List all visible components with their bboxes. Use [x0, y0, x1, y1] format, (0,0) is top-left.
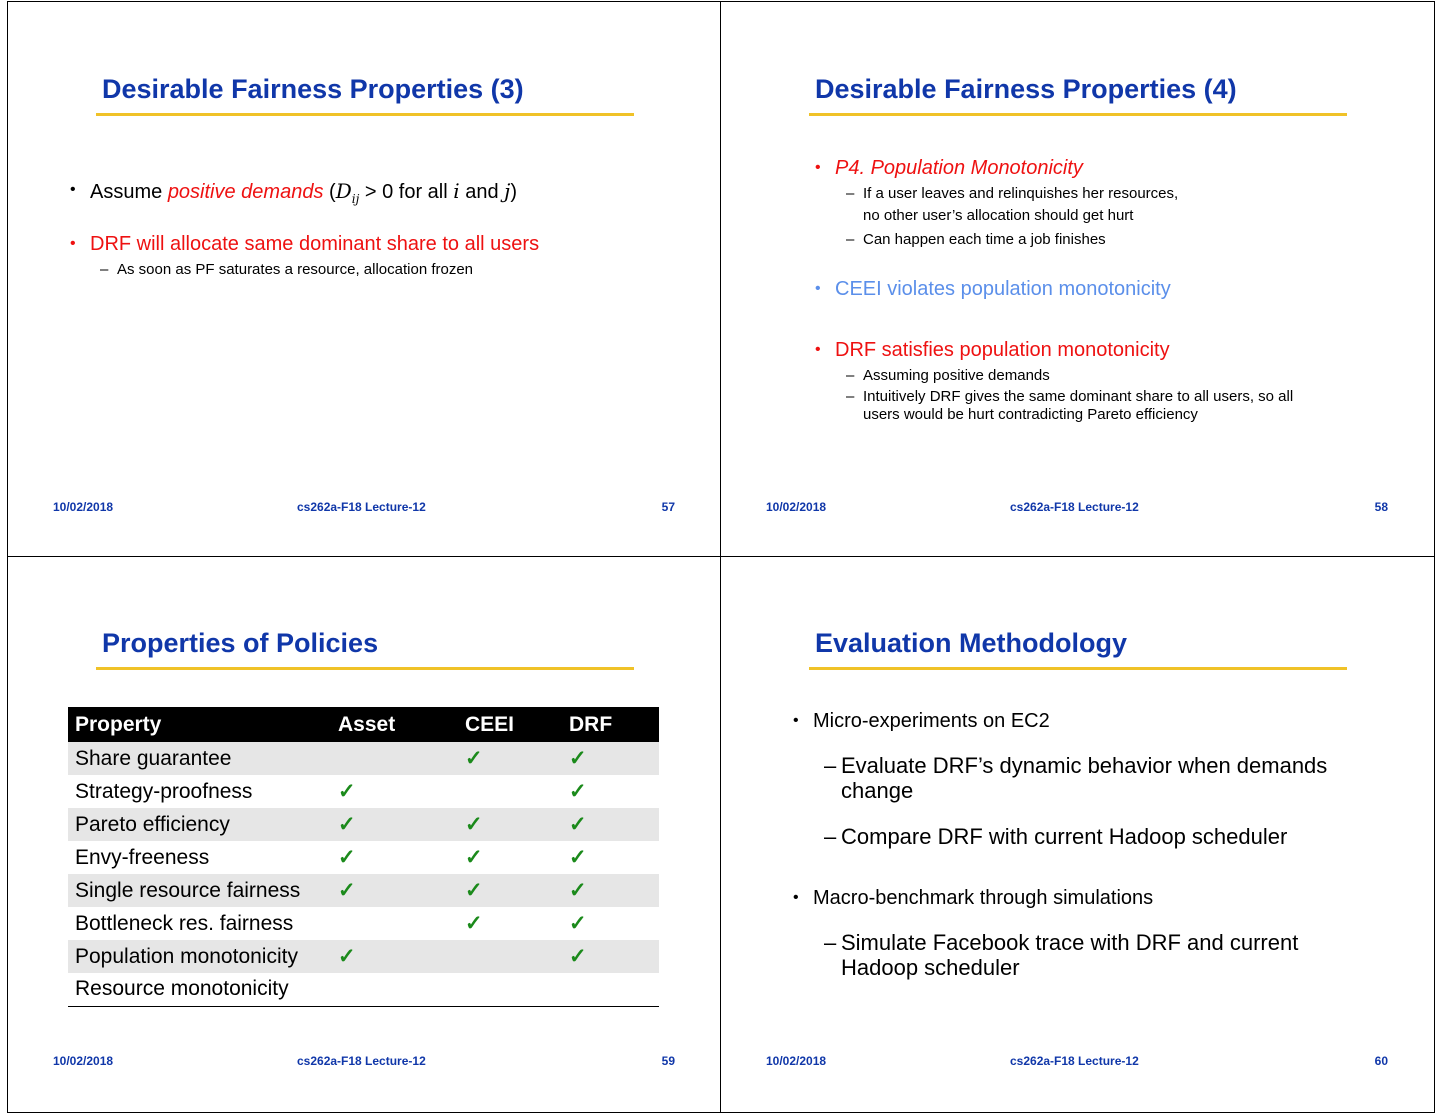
math-subscript: ij: [351, 192, 360, 206]
bullet-text-and: and: [459, 181, 505, 203]
dash: –: [846, 367, 855, 384]
table-row: [68, 808, 659, 841]
sub-bullet-text: If a user leaves and relinquishes her resources,: [863, 185, 1179, 202]
footer-date: 10/02/2018: [766, 500, 827, 514]
paren-open: (: [323, 181, 336, 203]
bullet-dot: •: [70, 235, 76, 252]
bullet-dot: •: [793, 889, 799, 906]
table-row: [68, 775, 659, 808]
math-D: D: [335, 179, 352, 203]
slide-60: [720, 556, 1435, 1113]
title-underline: [96, 113, 634, 116]
asset-check-icon: ✓: [338, 846, 356, 869]
property-cell: Pareto efficiency: [68, 808, 331, 841]
ceei-check-icon: [458, 973, 562, 1006]
table-row: [68, 841, 659, 874]
property-cell: Single resource fairness: [68, 874, 331, 907]
property-cell: Envy-freeness: [75, 845, 210, 869]
sub-bullet: [846, 388, 1294, 424]
ceei-check-icon: ✓: [458, 808, 562, 841]
drf-check-icon: ✓: [562, 874, 659, 907]
sub-bullet-text: Evaluate DRF’s dynamic behavior when demands: [841, 753, 1328, 778]
slide-title: Properties of Policies: [102, 628, 379, 658]
asset-check-icon: ✓: [331, 940, 458, 973]
bullet-drf-satisfies: [815, 339, 1170, 362]
slide-59: [7, 556, 721, 1113]
bullet-dot: •: [815, 280, 821, 297]
table-row: [68, 973, 659, 1006]
sub-bullet-text-cont: change: [841, 778, 914, 803]
math-j: j: [504, 179, 511, 203]
dash: –: [100, 261, 109, 278]
dash: –: [824, 824, 837, 849]
bullet-dot: •: [70, 181, 76, 198]
footer-date: 10/02/2018: [766, 1054, 827, 1068]
property-cell: Population monotonicity: [68, 940, 331, 973]
slide-number: 59: [661, 1054, 675, 1068]
bullet-macro-benchmark: [793, 887, 1154, 910]
sub-bullet-text: Compare DRF with current Hadoop scheduler: [841, 824, 1288, 849]
drf-check-icon: ✓: [562, 808, 659, 841]
dash: –: [846, 388, 855, 405]
slide-title: Desirable Fairness Properties (3): [102, 74, 524, 104]
sub-bullet: [824, 930, 1299, 980]
property-cell: Strategy-proofness: [75, 779, 253, 803]
ceei-check-icon: ✓: [458, 874, 562, 907]
asset-check-icon: ✓: [338, 780, 356, 803]
asset-check-icon: ✓: [331, 808, 458, 841]
bullet-emphasis: positive demands: [167, 181, 324, 203]
table-header-row: [68, 707, 659, 742]
bullet-text: Micro-experiments on EC2: [813, 710, 1050, 732]
sub-bullet-text: Intuitively DRF gives the same dominant share to all users, so all: [863, 388, 1294, 405]
footer-course: cs262a-F18 Lecture-12: [297, 1054, 426, 1068]
table-row: [68, 742, 659, 775]
bullet-text: CEEI violates population monotonicity: [835, 278, 1171, 300]
bullet-positive-demands: [70, 179, 517, 206]
ceei-check-icon: ✓: [458, 742, 562, 775]
asset-check-icon: [331, 907, 458, 940]
asset-check-icon: [331, 742, 458, 775]
drf-check-icon: [562, 973, 659, 1006]
dash: –: [846, 185, 855, 202]
dash: –: [846, 231, 855, 248]
bullet-text: DRF satisfies population monotonicity: [835, 339, 1170, 361]
math-i: i: [453, 179, 460, 203]
sub-bullet-text: Can happen each time a job finishes: [863, 231, 1106, 248]
sub-bullet: [846, 183, 1179, 227]
drf-check-icon: ✓: [562, 742, 659, 775]
sub-bullet: [824, 824, 1288, 849]
sub-bullet: [824, 753, 1328, 803]
slide-57: [7, 1, 721, 557]
asset-check-icon: ✓: [331, 874, 458, 907]
ceei-check-icon: [458, 775, 562, 808]
asset-check-icon: [331, 973, 458, 1006]
drf-check-icon: ✓: [569, 912, 587, 935]
footer-course: cs262a-F18 Lecture-12: [297, 500, 426, 514]
sub-bullet: [846, 365, 1050, 387]
table-row: [68, 940, 659, 973]
property-cell: Bottleneck res. fairness: [75, 911, 294, 935]
drf-check-icon: ✓: [562, 940, 659, 973]
ceei-check-icon: ✓: [465, 912, 483, 935]
dash: –: [824, 930, 837, 955]
sub-bullet-text: Simulate Facebook trace with DRF and current: [841, 930, 1299, 955]
bullet-population-monotonicity: [815, 157, 1083, 180]
header-property: Property: [68, 707, 331, 742]
sub-bullet-text-cont: users would be hurt contradicting Pareto efficiency: [863, 406, 1198, 423]
bullet-text: DRF will allocate same dominant share to all users: [90, 233, 540, 255]
header-drf: DRF: [562, 707, 659, 742]
slide-title: Evaluation Methodology: [815, 628, 1128, 658]
slide-number: 58: [1374, 500, 1388, 514]
bullet-micro-experiments: [793, 710, 1050, 733]
slide-number: 60: [1374, 1054, 1388, 1068]
ceei-check-icon: [458, 940, 562, 973]
drf-check-icon: ✓: [569, 846, 587, 869]
footer-course: cs262a-F18 Lecture-12: [1010, 1054, 1139, 1068]
slide-58: [720, 1, 1435, 557]
bullet-text: P4. Population Monotonicity: [835, 157, 1083, 179]
bullet-dot: •: [793, 712, 799, 729]
title-underline: [809, 113, 1347, 116]
sub-bullet-text-cont: Hadoop scheduler: [841, 955, 1020, 980]
bullet-text-mid: > 0 for all: [359, 181, 454, 203]
slide-title: Desirable Fairness Properties (4): [815, 74, 1237, 104]
header-ceei: CEEI: [458, 707, 562, 742]
sub-bullet-text: Assuming positive demands: [863, 367, 1050, 384]
properties-table: [68, 707, 659, 1007]
bullet-ceei-violates: [815, 278, 1171, 301]
bullet-drf-allocate: [70, 233, 540, 256]
title-underline: [96, 667, 634, 670]
bullet-dot: •: [815, 341, 821, 358]
ceei-check-icon: ✓: [465, 846, 483, 869]
sub-bullet: [100, 259, 474, 281]
property-cell: Share guarantee: [68, 742, 331, 775]
footer-course: cs262a-F18 Lecture-12: [1010, 500, 1139, 514]
bullet-dot: •: [815, 159, 821, 176]
paren-close: ): [510, 181, 517, 203]
table-row: [68, 874, 659, 907]
drf-check-icon: ✓: [569, 780, 587, 803]
dash: –: [824, 753, 837, 778]
slide-number: 57: [661, 500, 675, 514]
property-cell: Resource monotonicity: [68, 973, 331, 1006]
sub-bullet: [846, 229, 1106, 251]
header-asset: Asset: [331, 707, 458, 742]
sub-bullet-text-cont: no other user’s allocation should get hurt: [863, 207, 1134, 224]
sub-bullet-text: As soon as PF saturates a resource, allocation frozen: [117, 261, 474, 278]
table-row: [68, 907, 659, 940]
title-underline: [809, 667, 1347, 670]
bullet-text: Assume: [90, 181, 168, 203]
footer-date: 10/02/2018: [53, 500, 114, 514]
bullet-text: Macro-benchmark through simulations: [813, 887, 1154, 909]
footer-date: 10/02/2018: [53, 1054, 114, 1068]
